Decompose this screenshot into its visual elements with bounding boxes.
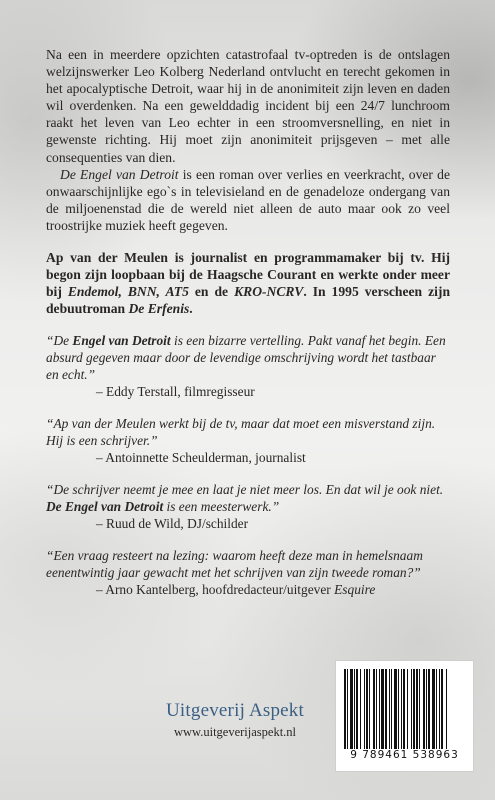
publisher-url: www.uitgeverijaspekt.nl xyxy=(173,725,297,739)
quote-attribution: – Eddy Terstall, filmregisseur xyxy=(96,384,255,400)
book-title-mention: De Engel van Detroit xyxy=(60,166,179,182)
barcode-bar xyxy=(376,669,377,749)
barcode-bar xyxy=(350,669,353,749)
barcode-bar xyxy=(439,669,440,749)
barcode-bar xyxy=(432,669,435,749)
quote-attribution: – Antoinnette Scheulderman, journalist xyxy=(96,450,306,466)
barcode-bar xyxy=(347,669,348,749)
barcode-bar xyxy=(391,669,392,749)
author-bio: Ap van der Meulen is journalist en programmamaker bij tv. Hij begon zijn loopbaan bij de Haagsche Courant en werkte onder meer bij Endemol, BNN, AT5 en de KRO-NCRV. In 1995 verscheen zijn debuutroman De Erfenis. xyxy=(46,250,451,317)
barcode-bar xyxy=(413,669,415,749)
publisher-block xyxy=(150,700,320,740)
barcode-bar xyxy=(446,669,447,749)
barcode-bar xyxy=(394,669,397,749)
barcode-bar xyxy=(428,669,430,749)
back-cover-text xyxy=(46,46,450,598)
barcode-bar xyxy=(356,669,358,749)
synopsis-paragraph-2: De Engel van Detroit is een roman over verlies en veerkracht, over de onwaarschijnlijke ego`s in televisieland en de genadeloze ondergang van de miljoenenstad die de wereld niet alleen de auto maar ook zo veel troostrijke muziek heeft gegeven. xyxy=(46,166,450,233)
barcode-bar xyxy=(369,669,370,749)
barcode-bar xyxy=(385,669,387,749)
review-quote xyxy=(46,332,450,400)
barcode-bar xyxy=(373,669,375,749)
barcode-bar xyxy=(436,669,437,749)
barcode-bar xyxy=(411,669,412,749)
synopsis-paragraph-1: Na een in meerdere opzichten catastrofaal tv-optreden is de ontslagen welzijnswerker Leo Kolberg Nederland ontvlucht en terecht gekomen in het apocalyptische Detroit, waar hij in de anonimiteit zijn leven en daden wil overdenken. Na een gewelddadig incident bij een 24/7 lunchroom raakt het leven van Leo echter in een stroomversnelling, en niet in gewenste richting. Hij moet zijn anonimiteit prijsgeven – met alle consequenties van dien. xyxy=(46,47,450,165)
barcode-bar xyxy=(398,669,399,749)
barcode-bar xyxy=(407,669,408,749)
isbn-barcode xyxy=(335,660,474,772)
quote-text: “Ap van der Meulen werkt bij de tv, maar dat moet een misverstand zijn. Hij is een schrijver.” xyxy=(46,416,436,449)
barcode-bar xyxy=(441,669,443,749)
barcode-bar xyxy=(381,669,384,749)
quote-text: “De schrijver neemt je mee en laat je niet meer los. En dat wil je ook niet. De Engel van Detroit is een meesterwerk.” xyxy=(46,482,444,515)
barcode-bar xyxy=(401,669,402,749)
publisher-name: Uitgeverij Aspekt xyxy=(166,700,304,721)
quote-text: “De Engel van Detroit is een bizarre vertelling. Pakt vanaf het begin. Een absurd gegeven maar door de levendige omschrijving wordt het tastbaar en echt.” xyxy=(46,333,446,383)
barcode-bar xyxy=(389,669,390,749)
barcode-bar xyxy=(364,669,365,749)
barcode-bars xyxy=(342,669,467,749)
barcode-bar xyxy=(426,669,427,749)
review-quote xyxy=(46,415,450,466)
barcode-bar xyxy=(344,669,346,749)
quote-text: “Een vraag resteert na lezing: waarom heeft deze man in hemelsnaam eenentwintig jaar gewacht met het schrijven van zijn tweede roman?” xyxy=(46,548,423,581)
barcode-bar xyxy=(366,669,368,749)
barcode-bar xyxy=(403,669,405,749)
quote-attribution: – Ruud de Wild, DJ/schilder xyxy=(96,516,249,532)
barcode-bar xyxy=(419,669,420,749)
review-quote xyxy=(46,481,450,532)
barcode-bar xyxy=(416,669,418,749)
review-quote xyxy=(46,547,450,598)
isbn-number: 9 789461 538963 xyxy=(350,749,459,761)
barcode-bar xyxy=(379,669,380,749)
barcode-bar xyxy=(360,669,361,749)
barcode-bar xyxy=(423,669,425,749)
barcode-bar xyxy=(354,669,355,749)
quote-attribution: – Arno Kantelberg, hoofdredacteur/uitgever Esquire xyxy=(96,582,376,598)
synopsis xyxy=(46,46,450,234)
